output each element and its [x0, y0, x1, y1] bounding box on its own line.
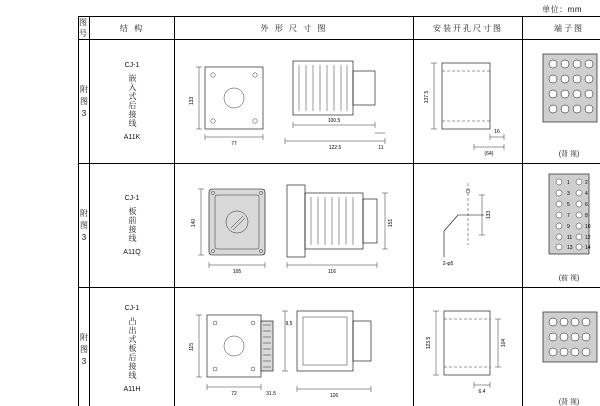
cell-structure: [90, 40, 175, 164]
cell-mounting-drawing: [414, 40, 523, 164]
cell-terminal-diagram: [523, 288, 600, 406]
dim-126: 126: [330, 393, 339, 399]
svg-text:7: 7: [567, 213, 570, 219]
cell-terminal-diagram: [523, 164, 600, 288]
header-structure: 结 构: [90, 17, 175, 40]
table-head: [79, 17, 600, 40]
svg-text:11: 11: [567, 235, 572, 241]
svg-text:5: 5: [567, 202, 570, 208]
cell-structure: [90, 288, 175, 406]
dim-64: (64): [485, 151, 494, 157]
structure-code: CJ-1: [125, 194, 140, 204]
dim-6-4: 6.4: [479, 389, 486, 395]
terminal-diagram-3: [523, 292, 600, 397]
dim-77: 77: [231, 141, 237, 147]
dim-151: 151: [388, 218, 394, 227]
cell-figure-no: [79, 40, 90, 164]
cell-outline-drawing: [175, 288, 414, 406]
cell-figure-no: [79, 288, 90, 406]
dim-133: 133: [486, 210, 492, 219]
structure-model: A11Q: [123, 248, 140, 258]
figure-label: 附 图: [79, 84, 89, 108]
header-outline: 外 形 尺 寸 图: [175, 17, 414, 40]
svg-text:9: 9: [567, 224, 570, 230]
header-terminal: 端子图: [523, 17, 600, 40]
table-row: [79, 164, 600, 288]
figure-label: 附 图: [79, 208, 89, 232]
dim-137-5: 137.5: [424, 90, 430, 103]
svg-text:14: 14: [585, 245, 591, 251]
header-no: 图号: [79, 17, 90, 40]
cell-outline-drawing: [175, 164, 414, 288]
figure-label: 附 图: [79, 332, 89, 356]
figure-number: 3: [79, 232, 89, 244]
dim-122-5: 122.5: [329, 145, 342, 151]
outline-drawing-3: [175, 289, 413, 406]
outline-drawing-1: [175, 41, 413, 163]
cell-figure-no: [79, 164, 90, 288]
structure-text: 嵌入式后接线: [126, 74, 138, 128]
dim-72: 72: [231, 391, 237, 397]
specification-table: [78, 16, 600, 406]
svg-text:13: 13: [567, 245, 573, 251]
svg-text:3: 3: [567, 191, 570, 197]
table-header-row: [79, 17, 600, 40]
table-row: [79, 40, 600, 164]
table-body: [79, 40, 600, 406]
unit-note: 单位：mm: [542, 4, 582, 15]
dim-9-5: 9.5: [286, 321, 293, 327]
svg-text:2: 2: [585, 180, 588, 186]
dim-104: 104: [501, 338, 507, 347]
svg-text:8: 8: [585, 213, 588, 219]
structure-model: A11H: [124, 385, 141, 395]
terminal-view-caption: (背 视): [523, 397, 600, 406]
svg-text:12: 12: [585, 235, 591, 241]
structure-code: CJ-1: [125, 304, 140, 314]
structure-text: 板前接线: [126, 207, 138, 243]
cell-mounting-drawing: [414, 288, 523, 406]
header-mount: 安装开孔尺寸图: [414, 17, 523, 40]
cell-terminal-diagram: [523, 40, 600, 164]
structure-text: 凸出式板后接线: [126, 317, 138, 380]
cell-mounting-drawing: [414, 164, 523, 288]
dim-16: 16: [494, 129, 500, 135]
mount-drawing-3: [414, 289, 522, 406]
mount-drawing-2: [414, 165, 522, 287]
dim-11: 11: [378, 145, 383, 151]
dim-31-5: 31.5: [266, 391, 276, 397]
cell-structure: [90, 164, 175, 288]
figure-number: 3: [79, 356, 89, 368]
dim-115: 115: [189, 342, 195, 350]
terminal-view-caption: (前 视): [523, 273, 600, 283]
dim-116: 116: [328, 269, 336, 275]
dim-105: 105: [233, 269, 242, 275]
terminal-view-caption: (背 视): [523, 149, 600, 159]
table-row: [79, 288, 600, 406]
structure-code: CJ-1: [125, 61, 140, 71]
outline-drawing-2: [175, 165, 413, 287]
dim-140: 140: [191, 218, 197, 227]
dim-100-5: 100.5: [328, 118, 341, 124]
cell-outline-drawing: [175, 40, 414, 164]
terminal-diagram-2: [523, 168, 600, 273]
dim-123-5: 123.5: [426, 336, 432, 349]
svg-text:1: 1: [567, 180, 570, 186]
structure-model: A11K: [124, 133, 141, 143]
mount-drawing-1: [414, 41, 522, 163]
svg-text:6: 6: [585, 202, 588, 208]
dim-133: 133: [189, 96, 195, 105]
dim-2-phi5: 2-φ5: [443, 261, 454, 267]
figure-number: 3: [79, 108, 89, 120]
terminal-diagram-1: [523, 44, 600, 149]
svg-text:10: 10: [585, 224, 591, 230]
svg-text:4: 4: [585, 191, 588, 197]
